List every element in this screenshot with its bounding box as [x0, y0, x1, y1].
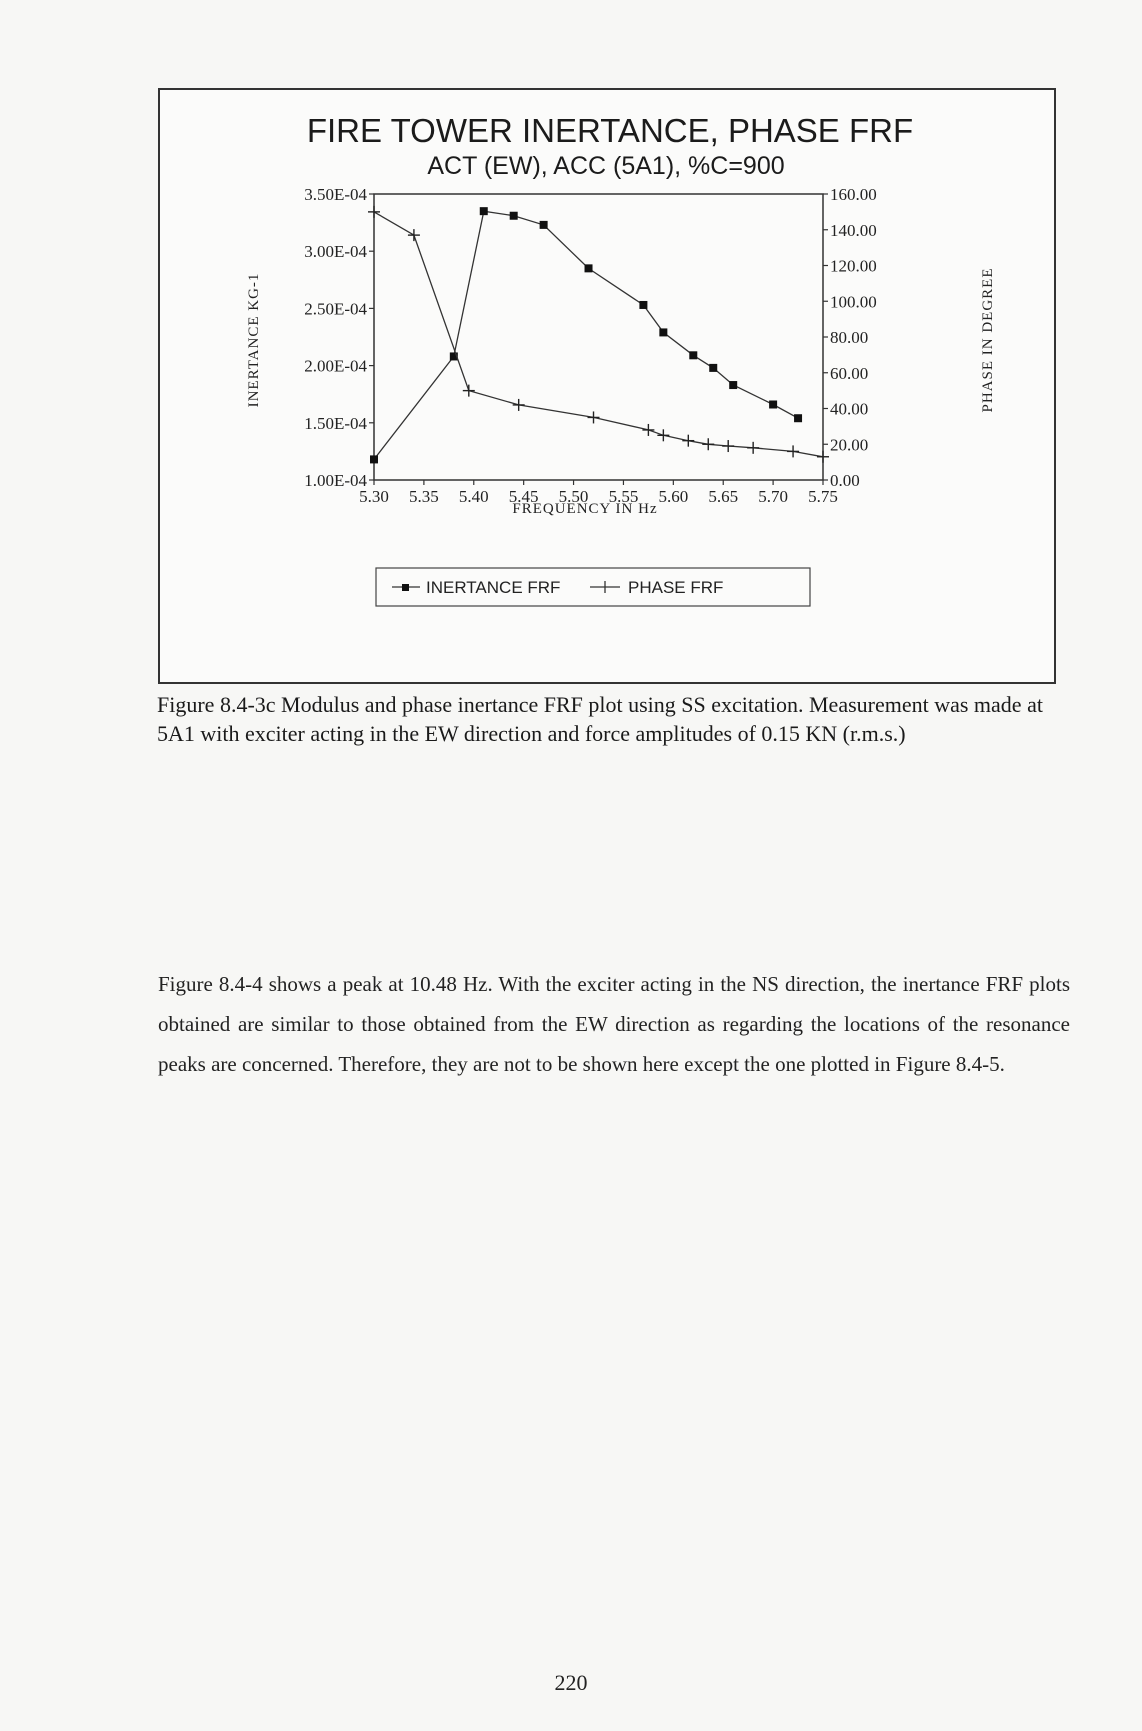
- chart-title: FIRE TOWER INERTANCE, PHASE FRF: [306, 112, 914, 149]
- right-y-axis: [823, 185, 877, 490]
- x-tick-label: 5.35: [409, 487, 439, 506]
- chart-subtitle: ACT (EW), ACC (5A1), %C=900: [427, 152, 785, 180]
- legend: [376, 568, 810, 606]
- figure-caption: Figure 8.4-3c Modulus and phase inertance FRF plot using SS excitation. Measurement was made at 5A1 with exciter acting in the EW direction and force amplitudes of 0.15 KN (r.m.s.): [157, 692, 1043, 746]
- x-tick-label: 5.50: [558, 487, 589, 506]
- phase-frf-point: [368, 206, 380, 218]
- phase-frf-point: [642, 424, 654, 436]
- x-tick-label: 5.60: [658, 487, 689, 506]
- x-tick-label: 5.45: [508, 487, 539, 506]
- left-y-tick-label: 3.00E-04: [304, 242, 367, 262]
- x-tick-label: 5.70: [758, 487, 788, 506]
- right-y-tick-label: 80.00: [830, 328, 869, 347]
- left-y-tick-label: 2.50E-04: [304, 299, 367, 319]
- page-number: 220: [554, 1670, 588, 1695]
- inertance-frf-point: [659, 328, 667, 336]
- right-y-tick-label: 20.00: [830, 435, 869, 455]
- inertance-frf-line: [374, 211, 798, 459]
- phase-frf-point: [463, 385, 475, 397]
- phase-frf-point: [722, 440, 734, 452]
- left-y-tick-label: 2.00E-04: [304, 356, 367, 376]
- right-y-tick-label: 120.00: [830, 256, 877, 276]
- x-tick-label: 5.65: [708, 487, 739, 506]
- chart: [160, 90, 1058, 686]
- left-y-axis: [304, 185, 374, 490]
- right-y-tick-label: 160.00: [830, 185, 877, 204]
- x-tick-label: 5.75: [808, 487, 838, 506]
- phase-frf-line: [374, 212, 823, 457]
- right-y-tick-label: 140.00: [830, 220, 877, 240]
- right-y-tick-label: 40.00: [830, 399, 869, 419]
- inertance-frf-point: [540, 221, 548, 229]
- body-paragraph: Figure 8.4-4 shows a peak at 10.48 Hz. With the exciter acting in the NS direction, the inertance FRF plots obtained are similar to those obtained from the EW direction as regarding the locations of the resonance peaks are concerned. Therefore, they are not to be shown here except the one plotted in Figure 8.4-5.: [158, 972, 1070, 1076]
- inertance-frf-point: [585, 264, 593, 272]
- series-layer: [368, 206, 829, 464]
- left-y-tick-label: 1.00E-04: [304, 471, 367, 490]
- right-y-tick-label: 100.00: [830, 292, 877, 312]
- phase-frf-point: [682, 435, 694, 447]
- legend-phase-marker: [590, 581, 620, 593]
- inertance-frf-point: [480, 207, 488, 215]
- inertance-frf-point: [370, 455, 378, 463]
- inertance-frf-point: [510, 212, 518, 220]
- legend-phase-label: PHASE FRF: [628, 578, 724, 597]
- x-tick-label: 5.30: [359, 487, 389, 506]
- phase-frf-point: [513, 399, 525, 411]
- inertance-frf-point: [769, 400, 777, 408]
- phase-frf-point: [588, 411, 600, 423]
- left-y-tick-label: 3.50E-04: [304, 185, 367, 204]
- phase-frf-point: [408, 229, 420, 241]
- inertance-frf-point: [709, 364, 717, 372]
- phase-frf-point: [702, 438, 714, 450]
- x-tick-label: 5.40: [458, 487, 489, 506]
- phase-frf-point: [747, 442, 759, 454]
- legend-inertance-marker: [392, 584, 420, 591]
- phase-frf-point: [817, 451, 829, 463]
- inertance-frf-point: [639, 301, 647, 309]
- x-axis-label: FREQUENCY IN Hz: [512, 501, 658, 517]
- phase-frf-point: [657, 429, 669, 441]
- right-y-tick-label: 60.00: [830, 363, 869, 383]
- left-y-axis-label: INERTANCE KG-1: [246, 272, 262, 408]
- plot-area: [374, 194, 823, 480]
- legend-inertance-label: INERTANCE FRF: [426, 578, 561, 597]
- figure-frame: [158, 88, 1056, 684]
- left-y-tick-label: 1.50E-04: [304, 413, 367, 433]
- inertance-frf-point: [729, 381, 737, 389]
- right-y-axis-label: PHASE IN DEGREE: [980, 267, 996, 413]
- inertance-frf-point: [689, 351, 697, 359]
- phase-frf-point: [787, 445, 799, 457]
- inertance-frf-point: [794, 414, 802, 422]
- x-tick-label: 5.55: [608, 487, 639, 506]
- right-y-tick-label: 0.00: [830, 471, 860, 490]
